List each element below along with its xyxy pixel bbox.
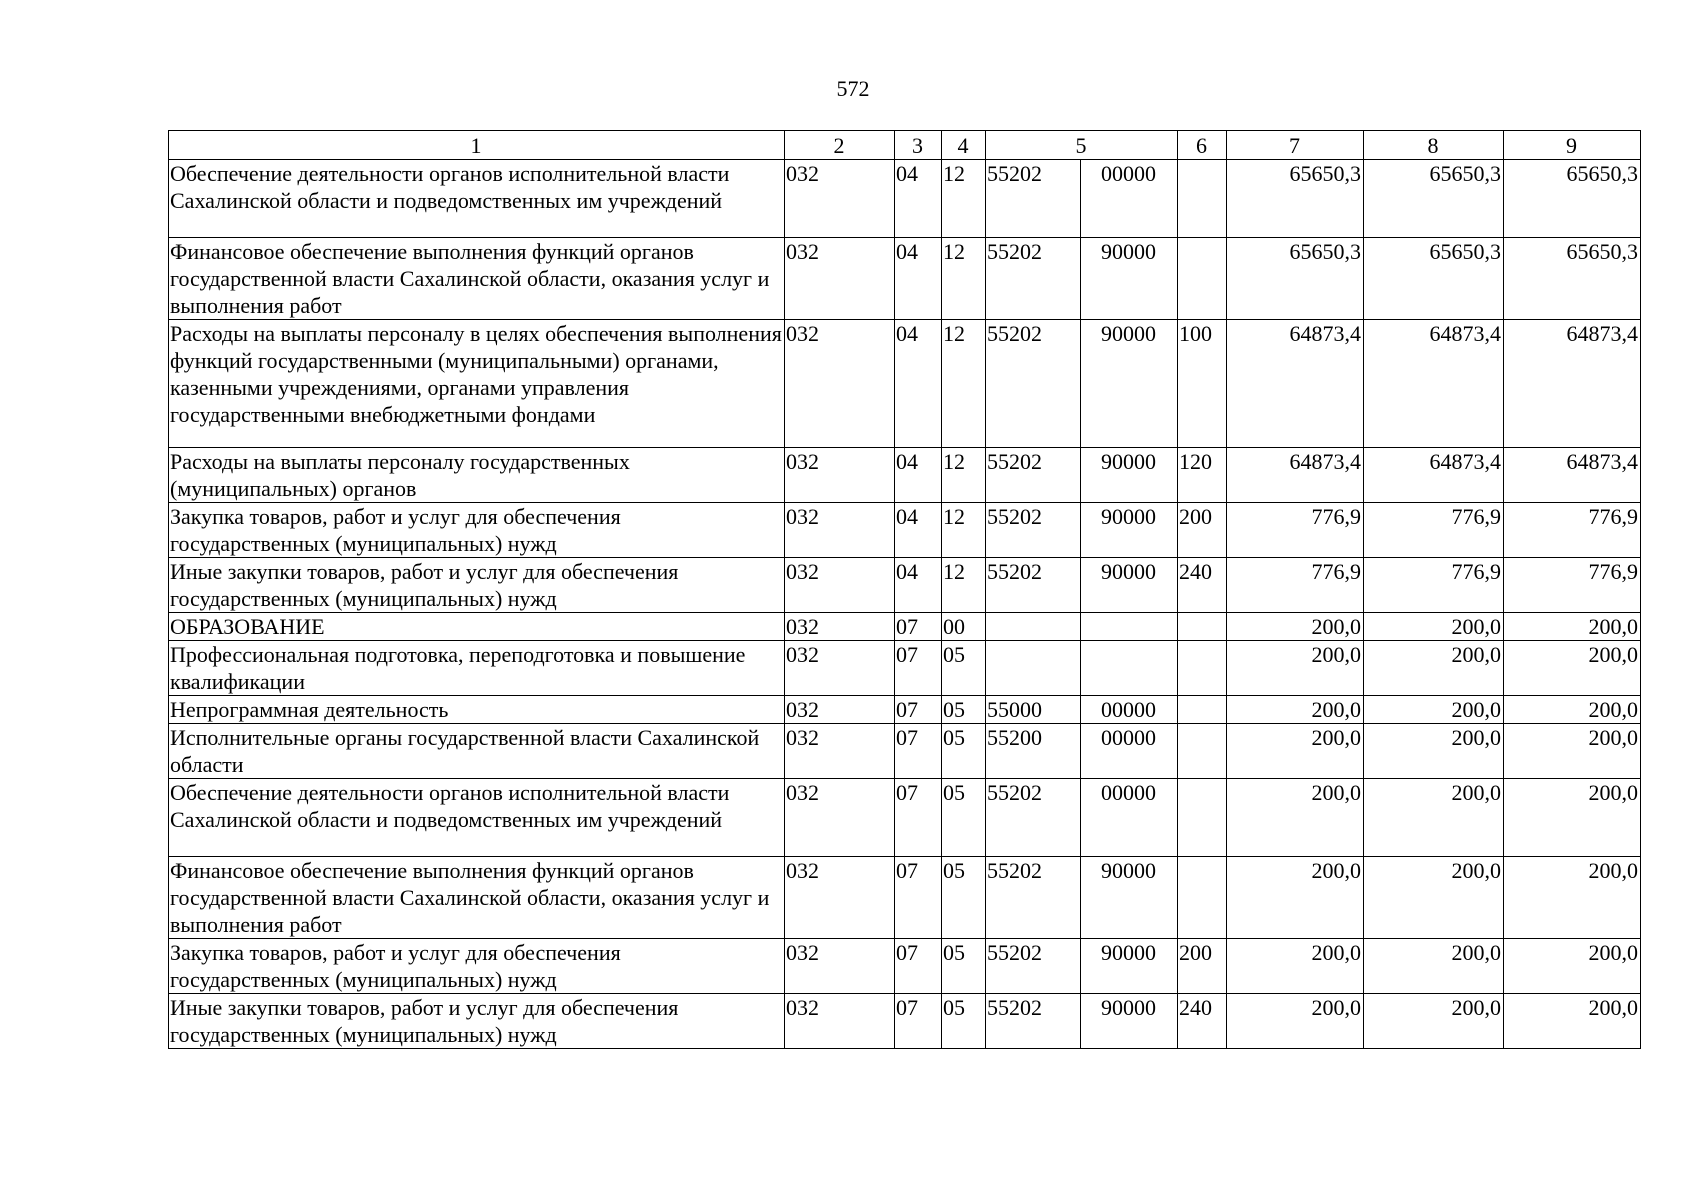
subsection-code: 12 [942,238,986,320]
subsection-code: 00 [942,613,986,641]
section-code: 07 [895,613,942,641]
subsection-code: 12 [942,448,986,503]
subsection-code: 05 [942,994,986,1049]
item-name: Расходы на выплаты персоналу в целях обеспечения выполнения функций государственными (муниципальными) органами, казенными учреждениями, органами управления государственными внебюджетными фондами [169,320,785,448]
item-name: ОБРАЗОВАНИЕ [169,613,785,641]
ministry-code: 032 [785,448,895,503]
subsection-code: 05 [942,696,986,724]
header-col-1: 1 [169,131,785,160]
section-code: 07 [895,696,942,724]
header-col-8: 8 [1364,131,1504,160]
ministry-code: 032 [785,558,895,613]
ministry-code: 032 [785,641,895,696]
table-row [169,558,1641,613]
item-name: Финансовое обеспечение выполнения функций органов государственной власти Сахалинской области, оказания услуг и выполнения работ [169,857,785,939]
amount-col-8: 200,0 [1364,857,1504,939]
target-subcode: 90000 [1081,857,1178,939]
ministry-code: 032 [785,696,895,724]
item-name: Иные закупки товаров, работ и услуг для обеспечения государственных (муниципальных) нужд [169,558,785,613]
header-col-4: 4 [942,131,986,160]
amount-col-9: 200,0 [1504,939,1641,994]
expense-type-code: 200 [1178,503,1227,558]
expense-type-code [1178,238,1227,320]
ministry-code: 032 [785,779,895,857]
expense-type-code [1178,641,1227,696]
amount-col-8: 200,0 [1364,779,1504,857]
target-subcode: 90000 [1081,503,1178,558]
subsection-code: 05 [942,779,986,857]
amount-col-9: 200,0 [1504,641,1641,696]
ministry-code: 032 [785,994,895,1049]
expense-type-code [1178,779,1227,857]
item-name: Иные закупки товаров, работ и услуг для обеспечения государственных (муниципальных) нужд [169,994,785,1049]
amount-col-7: 65650,3 [1227,238,1364,320]
amount-col-7: 65650,3 [1227,160,1364,238]
target-subcode: 00000 [1081,160,1178,238]
amount-col-9: 776,9 [1504,503,1641,558]
amount-col-8: 65650,3 [1364,238,1504,320]
expense-type-code [1178,160,1227,238]
ministry-code: 032 [785,939,895,994]
section-code: 07 [895,724,942,779]
section-code: 07 [895,779,942,857]
section-code: 04 [895,503,942,558]
table-row [169,503,1641,558]
item-name: Закупка товаров, работ и услуг для обеспечения государственных (муниципальных) нужд [169,939,785,994]
amount-col-9: 776,9 [1504,558,1641,613]
amount-col-8: 200,0 [1364,724,1504,779]
target-article-code: 55202 [986,320,1081,448]
amount-col-7: 200,0 [1227,613,1364,641]
item-name: Профессиональная подготовка, переподготовка и повышение квалификации [169,641,785,696]
target-article-code: 55200 [986,724,1081,779]
table-row [169,613,1641,641]
expense-type-code [1178,857,1227,939]
table-row [169,857,1641,939]
table-row [169,696,1641,724]
item-name: Расходы на выплаты персоналу государственных (муниципальных) органов [169,448,785,503]
page-number: 572 [836,76,870,101]
amount-col-7: 64873,4 [1227,448,1364,503]
header-col-7: 7 [1227,131,1364,160]
ministry-code: 032 [785,238,895,320]
amount-col-9: 65650,3 [1504,238,1641,320]
section-code: 07 [895,994,942,1049]
target-article-code: 55000 [986,696,1081,724]
target-subcode: 00000 [1081,724,1178,779]
table-row [169,641,1641,696]
target-subcode: 90000 [1081,939,1178,994]
target-article-code: 55202 [986,160,1081,238]
subsection-code: 12 [942,160,986,238]
amount-col-9: 200,0 [1504,857,1641,939]
amount-col-8: 200,0 [1364,939,1504,994]
target-subcode [1081,613,1178,641]
expense-type-code: 200 [1178,939,1227,994]
ministry-code: 032 [785,503,895,558]
amount-col-7: 200,0 [1227,641,1364,696]
section-code: 04 [895,558,942,613]
subsection-code: 05 [942,857,986,939]
section-code: 04 [895,160,942,238]
target-subcode: 90000 [1081,558,1178,613]
table-row [169,238,1641,320]
item-name: Закупка товаров, работ и услуг для обеспечения государственных (муниципальных) нужд [169,503,785,558]
ministry-code: 032 [785,320,895,448]
target-article-code: 55202 [986,448,1081,503]
amount-col-9: 200,0 [1504,613,1641,641]
expense-type-code [1178,724,1227,779]
header-col-5: 5 [986,131,1178,160]
header-col-2: 2 [785,131,895,160]
item-name: Финансовое обеспечение выполнения функций органов государственной власти Сахалинской области, оказания услуг и выполнения работ [169,238,785,320]
amount-col-8: 200,0 [1364,994,1504,1049]
budget-table [168,130,1641,1049]
amount-col-9: 64873,4 [1504,448,1641,503]
target-article-code: 55202 [986,558,1081,613]
header-col-9: 9 [1504,131,1641,160]
amount-col-7: 200,0 [1227,724,1364,779]
header-col-6: 6 [1178,131,1227,160]
target-subcode: 90000 [1081,448,1178,503]
amount-col-9: 200,0 [1504,779,1641,857]
item-name: Непрограммная деятельность [169,696,785,724]
amount-col-8: 200,0 [1364,641,1504,696]
item-name: Обеспечение деятельности органов исполнительной власти Сахалинской области и подведомственных им учреждений [169,779,785,857]
amount-col-8: 776,9 [1364,503,1504,558]
ministry-code: 032 [785,613,895,641]
target-subcode: 90000 [1081,238,1178,320]
amount-col-7: 200,0 [1227,857,1364,939]
table-row [169,448,1641,503]
subsection-code: 05 [942,641,986,696]
target-article-code: 55202 [986,857,1081,939]
target-article-code [986,641,1081,696]
subsection-code: 05 [942,724,986,779]
table-row [169,320,1641,448]
section-code: 04 [895,238,942,320]
section-code: 07 [895,857,942,939]
target-subcode: 90000 [1081,320,1178,448]
table-body [169,160,1641,1049]
header-row [169,131,1641,160]
amount-col-8: 200,0 [1364,696,1504,724]
target-subcode [1081,641,1178,696]
table-row [169,779,1641,857]
subsection-code: 05 [942,939,986,994]
expense-type-code: 240 [1178,558,1227,613]
header-col-3: 3 [895,131,942,160]
section-code: 07 [895,939,942,994]
table-row [169,724,1641,779]
table-row [169,160,1641,238]
section-code: 04 [895,448,942,503]
subsection-code: 12 [942,503,986,558]
amount-col-8: 776,9 [1364,558,1504,613]
amount-col-8: 200,0 [1364,613,1504,641]
subsection-code: 12 [942,320,986,448]
expense-type-code: 240 [1178,994,1227,1049]
target-article-code: 55202 [986,939,1081,994]
item-name: Обеспечение деятельности органов исполнительной власти Сахалинской области и подведомственных им учреждений [169,160,785,238]
amount-col-9: 64873,4 [1504,320,1641,448]
amount-col-7: 200,0 [1227,994,1364,1049]
amount-col-7: 776,9 [1227,503,1364,558]
amount-col-9: 200,0 [1504,994,1641,1049]
amount-col-8: 64873,4 [1364,448,1504,503]
ministry-code: 032 [785,160,895,238]
subsection-code: 12 [942,558,986,613]
ministry-code: 032 [785,724,895,779]
amount-col-7: 64873,4 [1227,320,1364,448]
expense-type-code [1178,696,1227,724]
target-article-code [986,613,1081,641]
target-subcode: 00000 [1081,779,1178,857]
amount-col-7: 200,0 [1227,696,1364,724]
table-row [169,939,1641,994]
amount-col-8: 65650,3 [1364,160,1504,238]
amount-col-7: 200,0 [1227,939,1364,994]
amount-col-9: 200,0 [1504,696,1641,724]
ministry-code: 032 [785,857,895,939]
target-subcode: 00000 [1081,696,1178,724]
target-article-code: 55202 [986,238,1081,320]
table-row [169,994,1641,1049]
target-article-code: 55202 [986,779,1081,857]
item-name: Исполнительные органы государственной власти Сахалинской области [169,724,785,779]
amount-col-9: 200,0 [1504,724,1641,779]
amount-col-8: 64873,4 [1364,320,1504,448]
target-article-code: 55202 [986,994,1081,1049]
amount-col-7: 776,9 [1227,558,1364,613]
target-article-code: 55202 [986,503,1081,558]
expense-type-code: 120 [1178,448,1227,503]
amount-col-7: 200,0 [1227,779,1364,857]
section-code: 07 [895,641,942,696]
expense-type-code [1178,613,1227,641]
amount-col-9: 65650,3 [1504,160,1641,238]
expense-type-code: 100 [1178,320,1227,448]
target-subcode: 90000 [1081,994,1178,1049]
section-code: 04 [895,320,942,448]
